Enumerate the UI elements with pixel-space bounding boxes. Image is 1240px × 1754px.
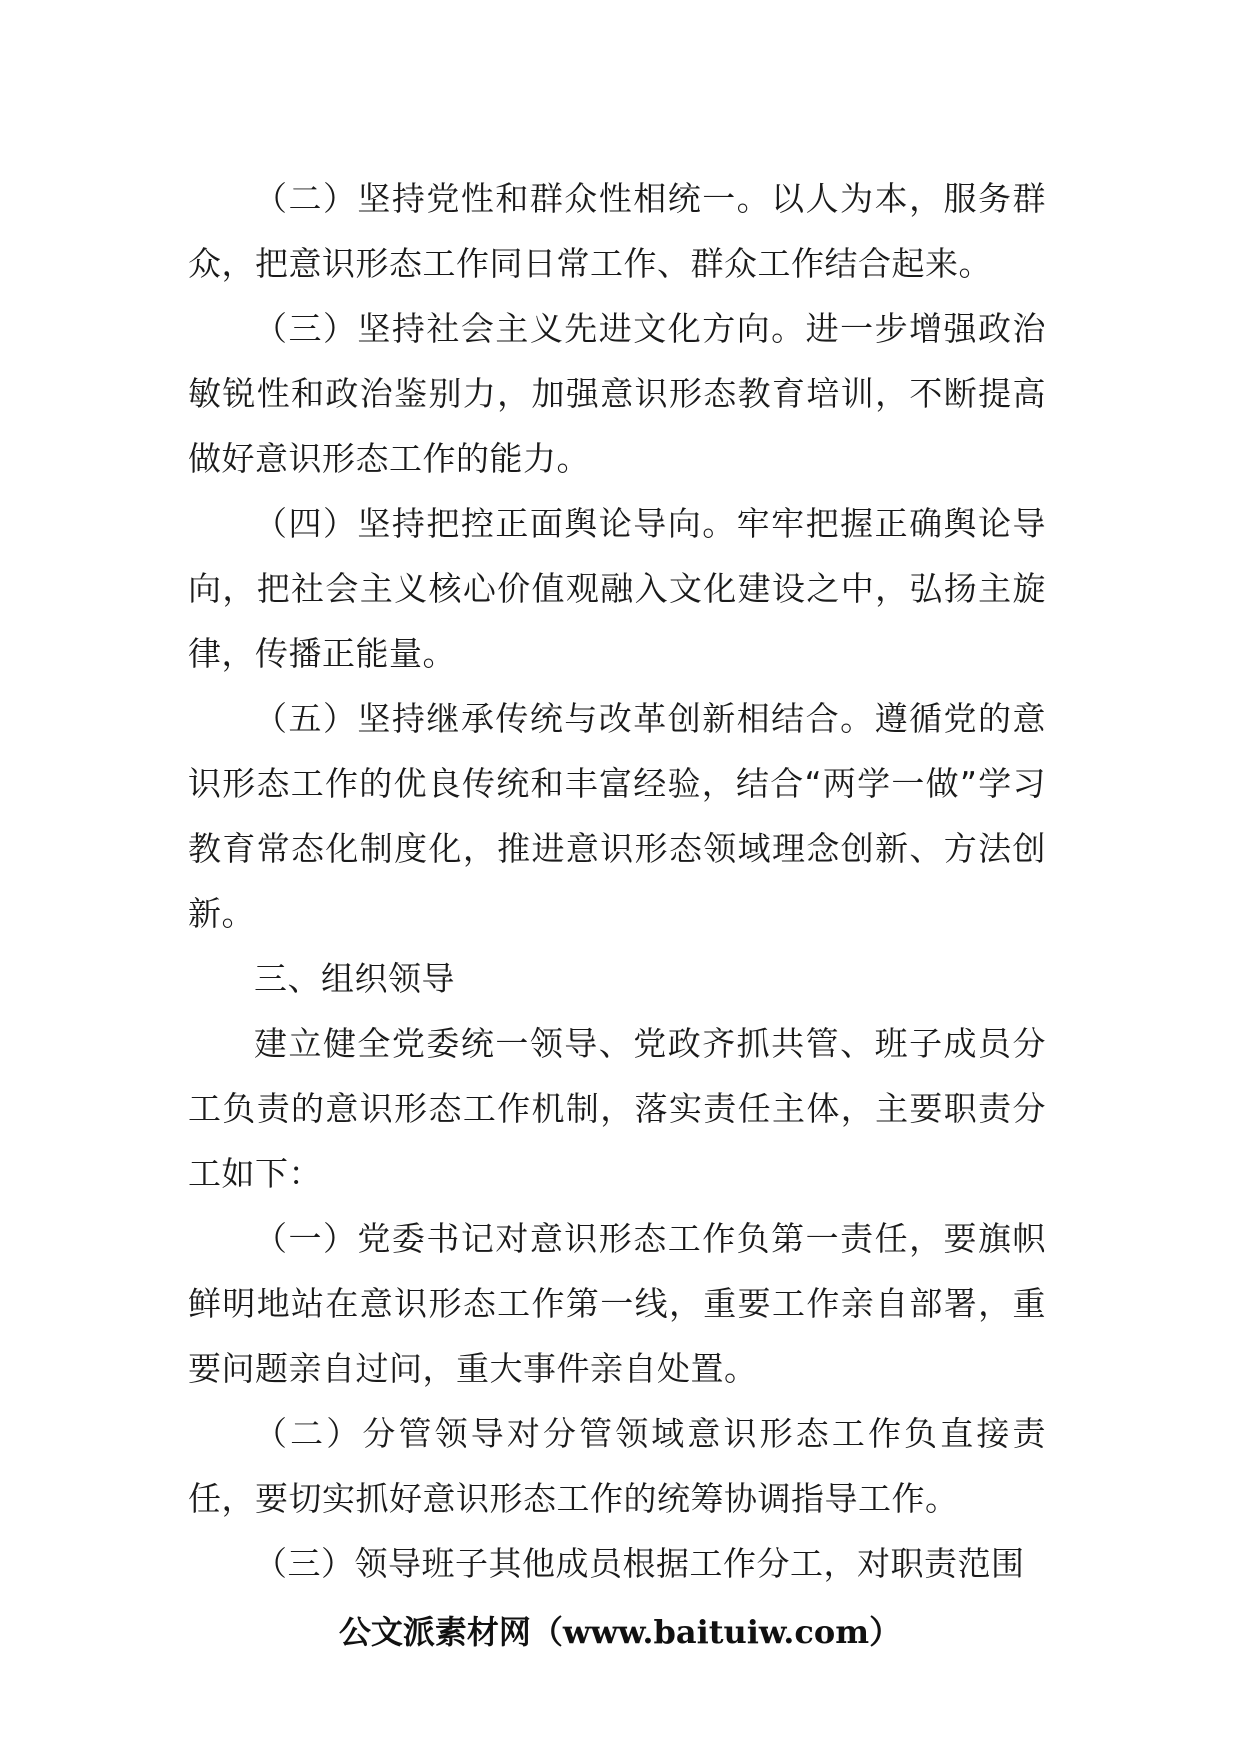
- paragraph-principle-4: （四）坚持把控正面舆论导向。牢牢把握正确舆论导向，把社会主义核心价值观融入文化建设之中，弘扬主旋律，传播正能量。: [188, 504, 1046, 673]
- paragraph-duty-2: （二）分管领导对分管领域意识形态工作负直接责任，要切实抓好意识形态工作的统筹协调指导工作。: [188, 1414, 1046, 1518]
- paragraph-principle-3: （三）坚持社会主义先进文化方向。进一步增强政治敏锐性和政治鉴别力，加强意识形态教育培训，不断提高做好意识形态工作的能力。: [188, 309, 1046, 478]
- footer-watermark: 公文派素材网（www.baituiw.com）: [338, 1613, 902, 1651]
- paragraph-principle-2: （二）坚持党性和群众性相统一。以人为本，服务群众，把意识形态工作同日常工作、群众工作结合起来。: [188, 179, 1046, 283]
- document-body: [188, 166, 1046, 1596]
- section-heading-organization: 三、组织领导: [254, 959, 455, 998]
- paragraph-duty-3: （三）领导班子其他成员根据工作分工，对职责范围: [254, 1544, 1025, 1583]
- paragraph-principle-5: （五）坚持继承传统与改革创新相结合。遵循党的意识形态工作的优良传统和丰富经验，结合“两学一做”学习教育常态化制度化，推进意识形态领域理念创新、方法创新。: [188, 699, 1046, 933]
- paragraph-duty-1: （一）党委书记对意识形态工作负第一责任，要旗帜鲜明地站在意识形态工作第一线，重要工作亲自部署，重要问题亲自过问，重大事件亲自处置。: [188, 1219, 1046, 1388]
- paragraph-mechanism-intro: 建立健全党委统一领导、党政齐抓共管、班子成员分工负责的意识形态工作机制，落实责任主体，主要职责分工如下：: [188, 1024, 1046, 1193]
